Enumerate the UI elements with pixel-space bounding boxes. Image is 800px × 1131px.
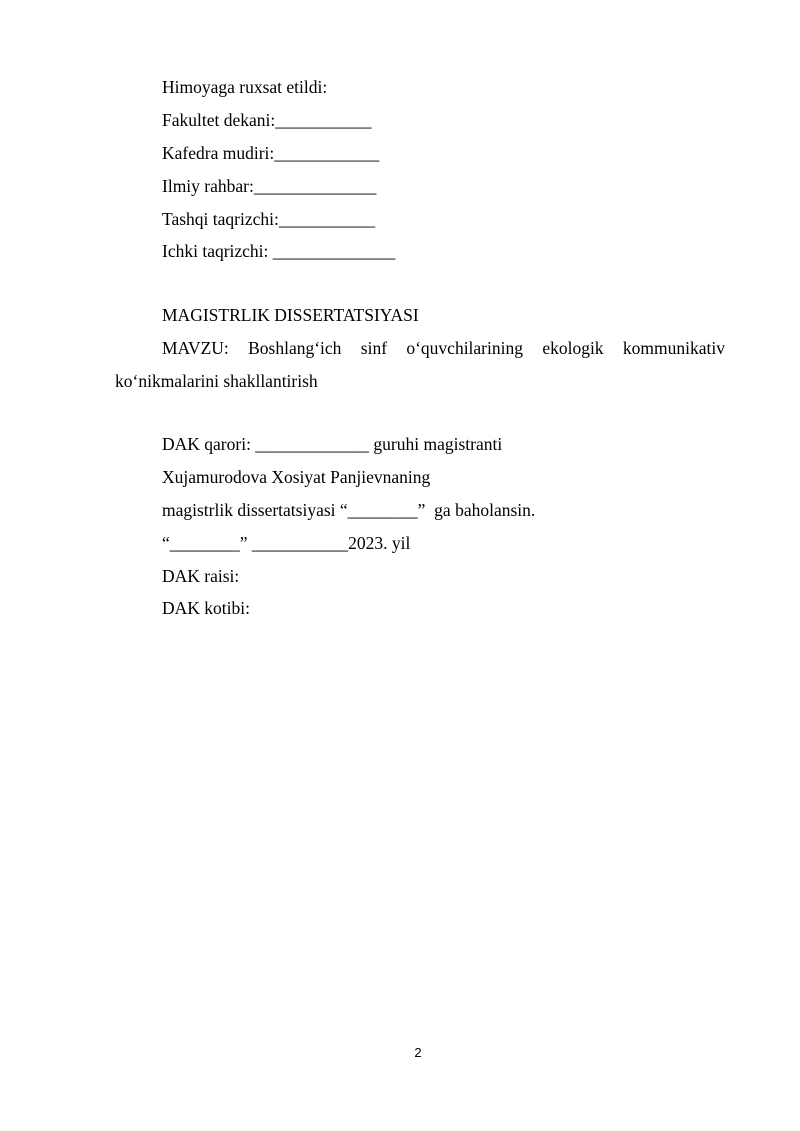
topic-word: kommunikativ [622,338,725,358]
external-reviewer-signature-line: Tashqi taqrizchi:___________ [162,209,376,229]
dean-signature-line: Fakultet dekani:___________ [162,110,372,130]
head-of-department-signature-line: Kafedra mudiri:____________ [162,143,380,163]
topic-word: MAVZU: [162,338,229,358]
topic-word: ekologik [542,338,604,358]
thesis-type: MAGISTRLIK DISSERTATSIYASI [162,305,419,325]
supervisor-signature-line: Ilmiy rahbar:______________ [162,176,377,196]
grade-line: magistrlik dissertatsiyasi “________” ga baholansin. [162,500,536,520]
commission-secretary-line: DAK kotibi: [162,598,250,618]
approval-heading: Himoyaga ruxsat etildi: [162,77,328,97]
thesis-topic-first-line [162,337,725,359]
commission-chairman-line: DAK raisi: [162,566,240,586]
internal-reviewer-signature-line: Ichki taqrizchi: ______________ [162,241,396,261]
thesis-topic-continuation: ko‘nikmalarini shakllantirish [115,371,318,391]
topic-word: sinf [360,338,388,358]
page-number: 2 [414,1045,422,1060]
date-line: “________” ___________2023. yil [162,533,411,553]
student-name: Xujamurodova Xosiyat Panjievnaning [162,467,431,487]
topic-word: Boshlang‘ich [248,338,342,358]
topic-word: o‘quvchilarining [406,338,523,358]
commission-decision: DAK qarori: _____________ guruhi magistranti [162,434,503,454]
